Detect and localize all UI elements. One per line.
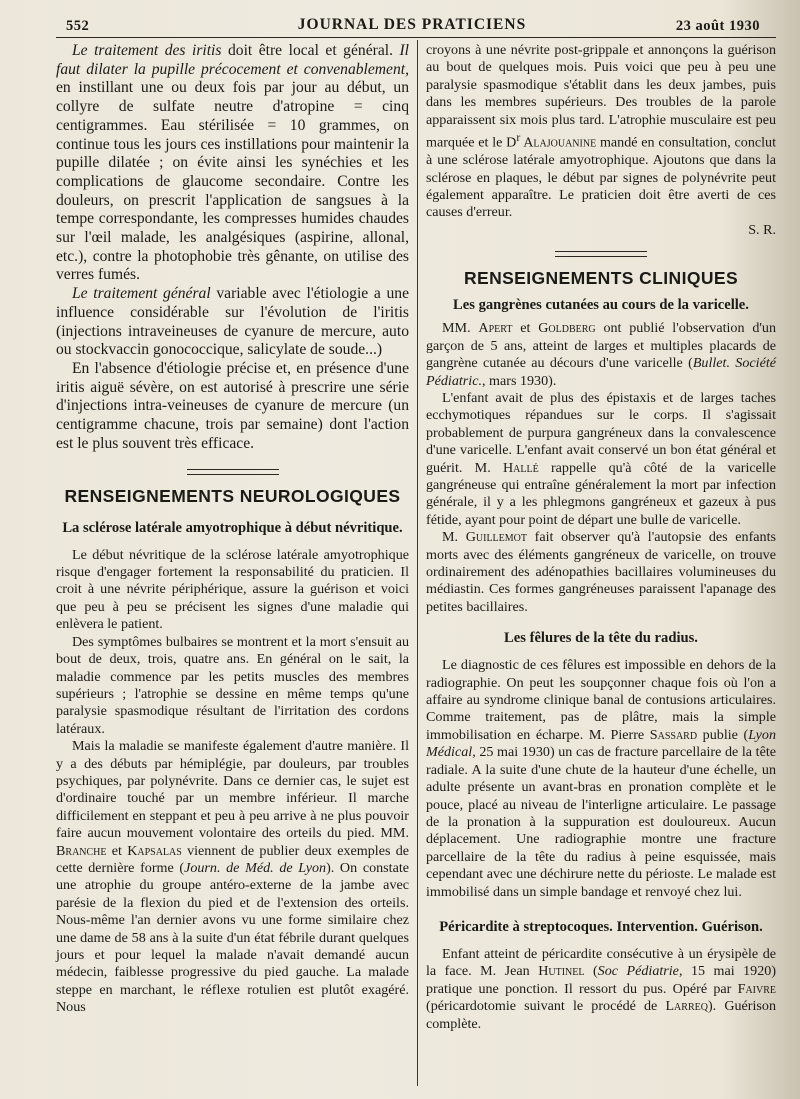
author-name: Hutinel: [538, 963, 585, 980]
author-name: Faivre: [737, 980, 776, 997]
text-run: en instillant une ou deux fois par jour au début, un collyre de sulfate neutre d'atropine = cinq centigrammes. Eau stérilisée = 10 grammes, on continue tous les jours ces instillations pour maintenir la pupille dilatée ; on évite ainsi les synéchies et les complications de glaucome secondaire. Contre les douleurs, on prescrit l'application de sangsues à la tempe correspondante, les compresses humides chaudes sur l'œil malade, les analgésiques (aspirine, allonal, etc.), contre la photophobie très gênante, on utilise des verres fumés.: [56, 79, 409, 284]
italic-phrase: Le traitement des iritis: [72, 42, 222, 59]
text-run: mandé en consultation, conclut à une sclérose latérale amyotrophique. Ajoutons que dans la sclérose en plaques, le début par signes de polynévrite peut également apparaître. Le praticien doit être averti de ces causes d'erreur.: [426, 134, 776, 221]
article-title-gangrenes: Les gangrènes cutanées au cours de la varicelle.: [453, 297, 749, 314]
text-run: Mais la maladie se manifeste également d'autre manière. Il y a des débuts par hémiplégie, par douleurs, par troubles psychiques, par polynévrite. Dans ce dernier cas, le sujet est d'ordinaire touché par un membre inférieur. Il marche difficilement en steppant et peu à peu arrive à ne plus pouvoir faire aucun mouvement volontaire des orteils du pied. MM.: [56, 738, 409, 842]
iritis-treatment-section: [56, 42, 409, 453]
paragraph: Des symptômes bulbaires se montrent et la mort s'ensuit au bout de deux, trois, quatre ans. En général on le sait, la maladie commence par les petits muscles des membres supérieurs ; l'atrophie se dessine en même temps qu'une paralysie spasmodique résultant de l'irritation des cordons latéraux.: [56, 633, 409, 737]
journal-title: JOURNAL DES PRATICIENS: [297, 16, 527, 33]
paragraph: [56, 42, 409, 285]
page-number: 552: [66, 18, 90, 34]
italic-phrase: Le traitement général: [72, 285, 211, 303]
journal-reference: Soc Pédiatrie: [597, 963, 679, 980]
text-run: , 15 mai 1920) pratique une ponction. Il ressort du pus. Opéré par: [426, 963, 777, 997]
text-run: ). Guérison complète.: [426, 998, 776, 1032]
author-name: Kapsalas: [127, 842, 182, 859]
paragraph: Le début névritique de la sclérose latérale amyotrophique risque d'engager fortement la responsabilité du praticien. Il croit à une névrite périphérique, assure la guérison et voici que peu à peu se précisent les signes d'une maladie qui enlèvera le patient.: [56, 546, 409, 633]
paragraph: [426, 42, 776, 222]
paragraph: [426, 390, 776, 529]
left-column: [56, 42, 409, 1017]
text-run: publie (: [697, 726, 749, 743]
text-run: fait observer qu'à l'autopsie des enfants morts avec des éléments gangréneux de varicelle, on trouve ordinairement des adénopathies bacillaires volumineuses du médiastin. Ces formes gangréneuses paraissent l'apanage des petites bacillaires.: [426, 529, 776, 615]
signature: S. R.: [748, 221, 776, 238]
paragraph: [56, 738, 409, 1017]
section-separator: [555, 251, 647, 257]
text-run: viennent de publier deux exemples de cette dernière forme (: [56, 842, 409, 876]
section-title-cliniques: RENSEIGNEMENTS CLINIQUES: [463, 268, 739, 289]
text-run: , 25 mai 1930) un cas de fracture parcellaire de la tête radiale. A la suite d'une chute de la hauteur d'une échelle, un adulte présente un avant-bras en pronation complète et le pouce, placé au niveau de l'interligne articulaire. Le passage de la pronation à la suppuration est douloureux. Aucun déplacement. Une radiographie montre une fracture parcellaire de la tête du radius à peine esquissée, mais cependant avec une déchirure nette du périoste. Le malade est immobilisé dans un simple bandage et renvoyé chez lui.: [426, 744, 776, 900]
text-run: rappelle qu'à côté de la varicelle gangréneuse qui entraîne généralement la mort par infection générale, il y a les phlegmons gangréneux et gazeux à pus fétide, ayant pour point de départ une bulle de varicelle.: [426, 459, 777, 528]
article-title-felures: Les fêlures de la tête du radius.: [504, 630, 698, 647]
paragraph: [56, 285, 409, 360]
text-run: M.: [442, 529, 466, 546]
section-separator: [187, 469, 279, 475]
paragraph: [426, 946, 776, 1033]
journal-reference: Journ. de Méd. de Lyon: [184, 859, 327, 876]
text-run: et: [512, 320, 539, 337]
author-name: Apert: [478, 320, 513, 337]
text-run: ). On constate une atrophie du groupe antéro-externe de la jambe avec parésie de la flexion du pied et de l'extension des orteils. Nous-même l'an dernier avons vu une forme similaire chez une dame de 58 ans à la suite d'un état fébrile durant quelques jours et pour lequel la malade n'avait demandé aucun médecin, faiblesse progressive du pied gauche. La malade steppe en marchant, le réflexe rotulien est plutôt exagéré. Nous: [56, 859, 409, 1016]
header-rule: [56, 37, 776, 38]
text-run: et: [106, 842, 128, 859]
journal-reference: Bullet. Société Pédiatric.: [426, 355, 776, 389]
paragraph: En l'absence d'étiologie précise et, en présence d'une iritis aiguë sévère, on est autorisé à prescrire une série d'injections intra-veineuses de cyanure de mercure (un centigramme chacune, trois par semaine) dont l'action est le plus souvent très efficace.: [56, 359, 409, 452]
text-run: variable avec l'étiologie a une influence considérable sur l'évolution de l'iritis (injections intraveineuses de cyanure de mercure, auto ou stockvaccin gonococcique, salicylate de soude...): [56, 285, 409, 359]
article-title-sclerose: La sclérose latérale amyotrophique à début névritique.: [62, 519, 403, 536]
author-name: Goldberg: [538, 320, 596, 337]
text-run: ont publié l'observation d'un garçon de 5 ans, atteint de larges et multiples placards de gangrène cutanée au décours d'une varicelle (: [426, 320, 776, 372]
text-run: L'enfant avait de plus des épistaxis et de larges taches ecchymotiques répandues sur le corps. Il s'agissait probablement de purpura gangréneux dans la convalescence d'une varicelle. L'enfant avait conservé un bon état général et guérit. M.: [426, 389, 776, 476]
author-name: Branche: [56, 842, 107, 859]
author-name: Sassard: [649, 726, 698, 743]
section-title-neurologiques: RENSEIGNEMENTS NEUROLOGIQUES: [64, 486, 401, 507]
author-name: Alajouanine: [520, 134, 597, 151]
page-header: [56, 14, 768, 36]
right-column: [426, 42, 776, 1033]
italic-phrase: Il faut dilater la pupille précocement et convenablement,: [56, 42, 410, 78]
author-name: Guillemot: [465, 529, 527, 546]
text-run: , mars 1930).: [481, 372, 557, 389]
text-run: (péricardotomie suivant le procédé de: [426, 998, 666, 1015]
text-run: doit être local et général.: [221, 42, 400, 59]
text-run: (: [584, 963, 598, 980]
article-title-pericardite: Péricardite à streptocoques. Intervention. Guérison.: [439, 918, 763, 935]
text-run: MM.: [442, 320, 479, 337]
journal-reference: Lyon Médical: [426, 726, 776, 761]
text-run: Le diagnostic de ces fêlures est impossible en dehors de la radiographie. On peut les soupçonner chaque fois où l'on a affaire au syndrome clinique banal de contusions articulaires. Comme traitement, pas de plâtre, mais la simple immobilisation en écharpe. M. Pierre: [426, 657, 776, 743]
paragraph: [426, 320, 776, 390]
author-name: Larreq: [665, 998, 708, 1015]
paragraph: [426, 657, 776, 901]
superscript: r: [516, 131, 521, 145]
issue-date: 23 août 1930: [675, 18, 760, 34]
paragraph: [426, 529, 776, 616]
author-name: Hallé: [502, 459, 539, 476]
column-divider: [417, 40, 418, 1086]
text-run: croyons à une névrite post-grippale et annonçons la guérison au bout de quelques mois. Puis voici que peu à peu une paralysie spasmodique s'établit dans les deux jambes, puis dans les membres supérieurs. Des troubles de la parole apparaissent six mois plus tard. L'atrophie musculaire est peu marquée et le D: [426, 42, 776, 151]
text-run: Enfant atteint de péricardite consécutive à un érysipèle de la face. M. Jean: [426, 945, 776, 980]
